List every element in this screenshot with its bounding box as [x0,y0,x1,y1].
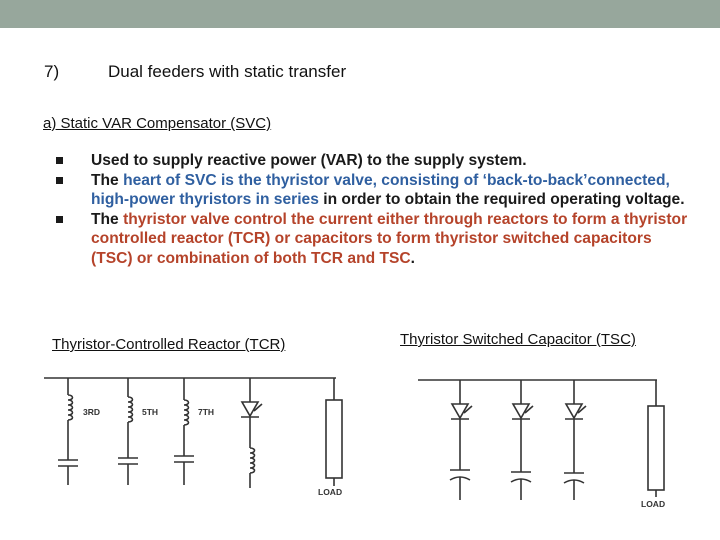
tsc-diagram [418,380,665,509]
tcr-branch-3rd [58,378,100,485]
tsc-caption: Thyristor Switched Capacitor (TSC) [400,331,636,348]
tcr-load-branch [318,378,342,497]
bullet-text: Used to supply reactive power (VAR) to the supply system. [91,152,527,169]
inductor-icon [128,397,133,422]
section-number: 7) [44,62,60,81]
bullet-text: in order to obtain the required operating voltage. [318,191,685,208]
tsc-branch-1 [450,380,472,500]
tcr-branch-7th [174,378,214,485]
inductor-icon [184,400,189,425]
bullet-highlight-blue: heart of SVC is the thyristor valve, consisting of ‘back-to-back’connected, high-power thyristors in series [91,171,670,208]
harmonic-label-5th: 5TH [142,407,159,417]
harmonic-label-3rd: 3RD [83,407,101,417]
harmonic-label-7th: 7TH [198,407,215,417]
tsc-branch-3 [564,380,586,500]
bullet-highlight-red: thyristor valve control the current either through reactors to form a thyristor controlled reactor (TCR) or capacitors to form thyristor switched capacitors (TSC) or combination of both TCR and TSC [91,210,688,267]
sub-heading: a) Static VAR Compensator (SVC) [43,115,272,132]
load-label: LOAD [641,499,666,509]
tsc-load-branch [641,380,665,509]
load-icon [648,406,664,490]
tcr-diagram [44,378,342,497]
slide-title: Dual feeders with static transfer [108,62,347,81]
tcr-thyristor-branch [241,378,262,488]
inductor-icon [250,448,255,473]
bullet-text: The [91,171,124,189]
tcr-caption: Thyristor-Controlled Reactor (TCR) [52,336,286,353]
load-icon [326,400,342,478]
tsc-branch-2 [511,380,533,500]
tcr-branch-5th [118,378,158,485]
load-label: LOAD [318,487,343,497]
bullet-text: . [410,249,415,267]
bullet-text: The [91,210,124,228]
inductor-icon [68,395,73,420]
